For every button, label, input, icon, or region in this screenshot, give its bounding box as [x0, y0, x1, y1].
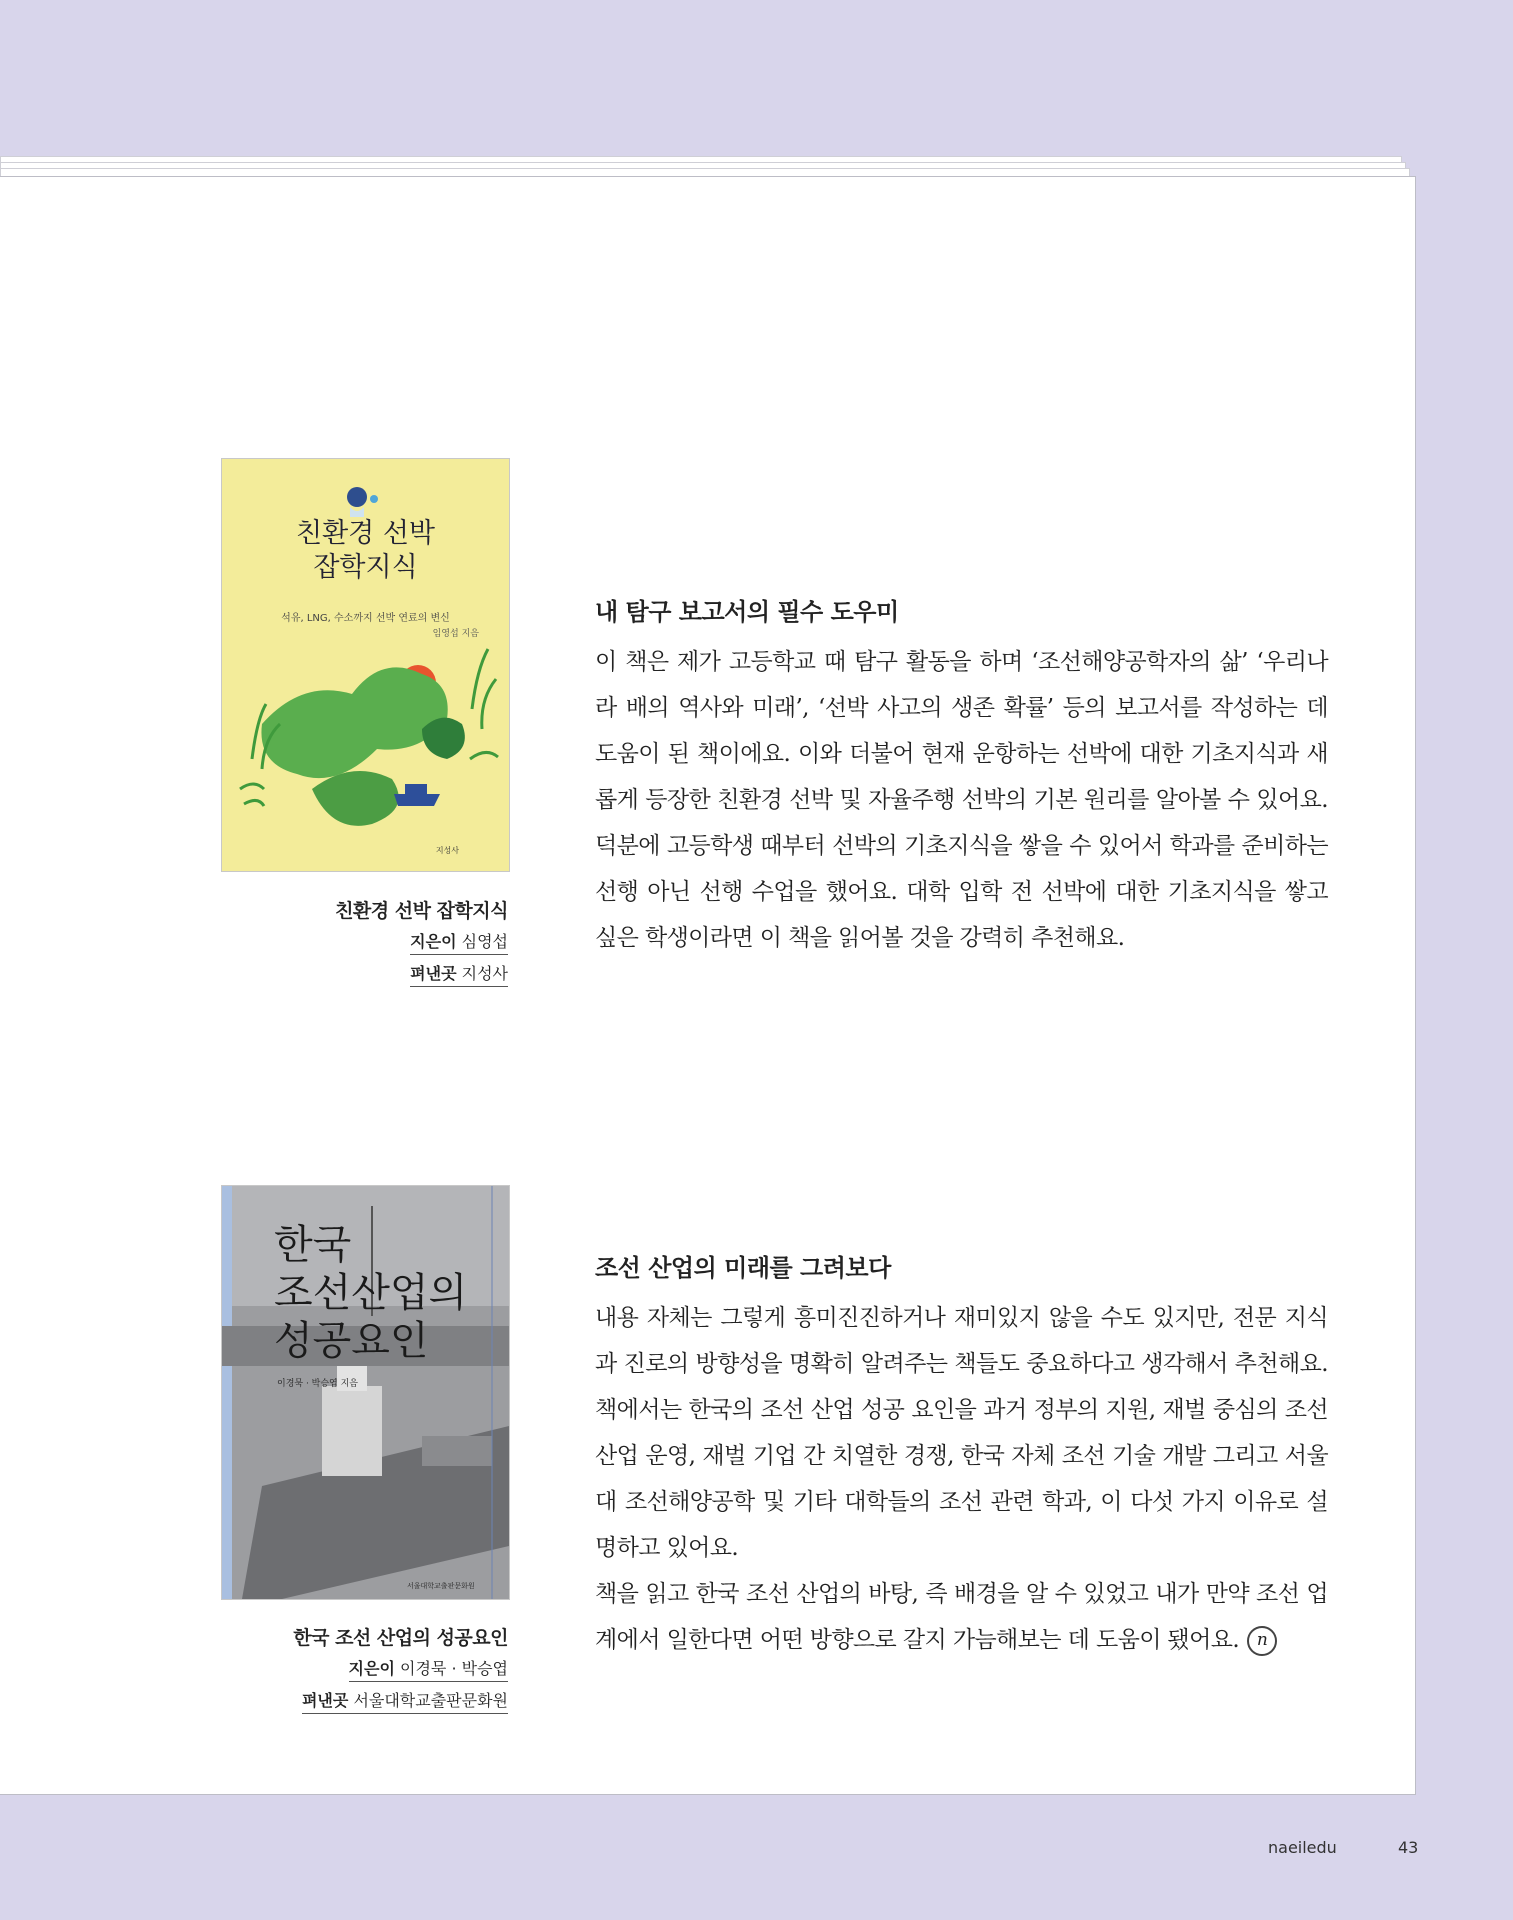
cover-title-line: 조선산업의 — [274, 1270, 468, 1316]
cover-author: 임영섭 지음 — [432, 629, 479, 639]
cover-title — [222, 517, 509, 585]
page-number: 43 — [1398, 1838, 1419, 1857]
publisher-label: 펴낸곳 — [410, 964, 457, 983]
publisher-name: 지성사 — [461, 964, 508, 983]
cover-title-line: 성공요인 — [274, 1318, 429, 1364]
cover-author: 이경묵 · 박승엽 지음 — [277, 1379, 358, 1389]
publisher-label: 펴낸곳 — [301, 1691, 349, 1710]
review-block — [595, 592, 1328, 961]
book-meta — [221, 1623, 508, 1720]
cover-publisher: 지성사 — [435, 846, 459, 855]
cover-title-line: 친환경 선박 — [296, 518, 435, 549]
author-name: 심영섭 — [461, 932, 508, 951]
review-heading: 내 탐구 보고서의 필수 도우미 — [595, 598, 899, 626]
author-line — [410, 929, 508, 955]
book-meta — [221, 896, 508, 993]
publisher-line — [410, 961, 508, 987]
author-label: 지은이 — [348, 1659, 395, 1678]
cover-title-line: 한국 — [274, 1222, 352, 1268]
review-block — [595, 1248, 1328, 1663]
review-body-2 — [595, 1571, 1328, 1663]
cover-title — [274, 1221, 467, 1365]
author-label: 지은이 — [410, 932, 457, 951]
naeil-logo-icon: n — [1247, 1626, 1277, 1656]
footer-brand: naeiledu — [1268, 1838, 1337, 1857]
author-line — [349, 1656, 508, 1682]
review-body: 내용 자체는 그렇게 흥미진진하거나 재미있지 않을 수도 있지만, 전문 지식과 진로의 방향성을 명확히 알려주는 책들도 중요하다고 생각해서 추천해요. 책에서는 한국의 조선 산업 성공 요인을 과거 정부의 지원, 재벌 중심의 조선 산업 운영, 재벌 기업 간 치열한 경쟁, 한국 자체 조선 기술 개발 그리고 서울대 조선해양공학 및 기타 대학들의 조선 관련 학과, 이 다섯 가지 이유로 설명하고 있어요. — [595, 1305, 1328, 1561]
review-body: 이 책은 제가 고등학교 때 탐구 활동을 하며 ‘조선해양공학자의 삶’ ‘우리나라 배의 역사와 미래’, ‘선박 사고의 생존 확률’ 등의 보고서를 작성하는 데 도움이 된 책이에요. 이와 더불어 현재 운항하는 선박에 대한 기초지식과 새롭게 등장한 친환경 선박 및 자율주행 선박의 기본 원리를 알아볼 수 있어요. 덕분에 고등학생 때부터 선박의 기초지식을 쌓을 수 있어서 학과를 준비하는 선행 아닌 선행 수업을 했어요. 대학 입학 전 선박에 대한 기초지식을 쌓고 싶은 학생이라면 이 책을 읽어볼 것을 강력히 추천해요. — [595, 649, 1328, 951]
cover-publisher: 서울대학교출판문화원 — [407, 1582, 475, 1590]
book-cover-eco-ship — [221, 458, 510, 872]
book-cover-shipbuilding — [221, 1185, 510, 1600]
publisher-name: 서울대학교출판문화원 — [353, 1691, 508, 1710]
review-body-text: 책을 읽고 한국 조선 산업의 바탕, 즉 배경을 알 수 있었고 내가 만약 조선 업계에서 일한다면 어떤 방향으로 갈지 가늠해보는 데 도움이 됐어요. — [595, 1581, 1328, 1653]
book-title: 한국 조선 산업의 성공요인 — [293, 1627, 508, 1649]
review-heading: 조선 산업의 미래를 그려보다 — [595, 1254, 891, 1282]
publisher-line — [302, 1688, 508, 1714]
author-name: 이경묵 · 박승엽 — [400, 1659, 508, 1678]
book-title: 친환경 선박 잡학지식 — [335, 900, 508, 922]
cover-title-line: 잡학지식 — [313, 552, 418, 583]
cover-subtitle: 석유, LNG, 수소까지 선박 연료의 변신 — [281, 613, 450, 624]
